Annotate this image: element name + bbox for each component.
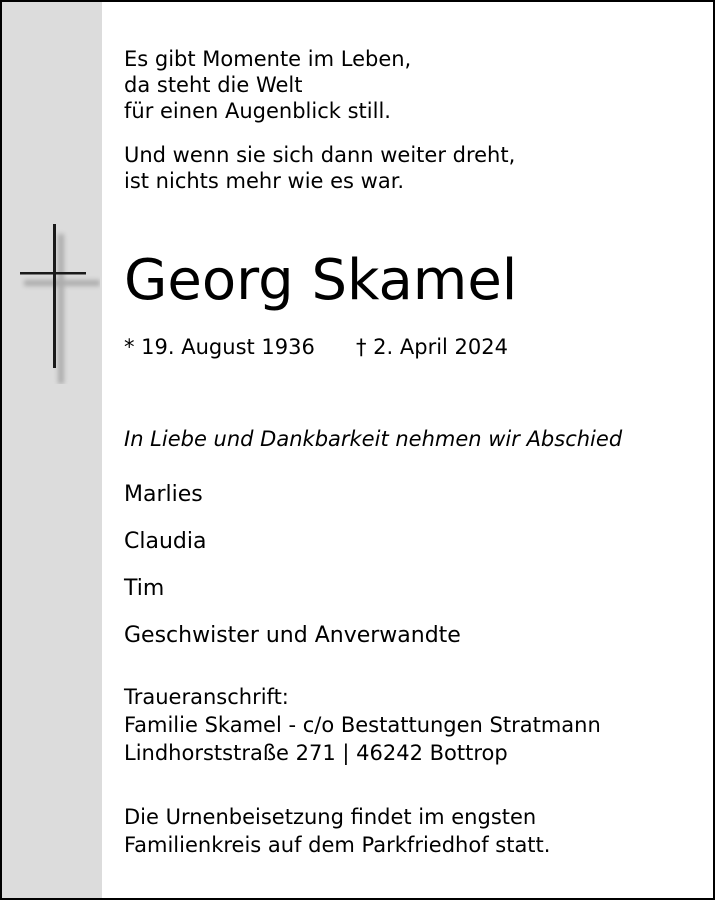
burial-line-2: Familienkreis auf dem Parkfriedhof statt. [124, 833, 551, 857]
deceased-name: Georg Skamel [124, 248, 518, 313]
address-label: Traueranschrift: [124, 685, 289, 709]
side-band [2, 2, 102, 898]
poem-line-1: Es gibt Momente im Leben, [124, 47, 412, 71]
poem-line-4: Und wenn sie sich dann weiter dreht, [124, 143, 516, 167]
address-line-2: Lindhorststraße 271 | 46242 Bottrop [124, 741, 508, 765]
mourner-name: Geschwister und Anverwandte [124, 623, 461, 648]
cross-icon [20, 224, 100, 384]
death-date: † 2. April 2024 [356, 335, 509, 359]
poem-line-5: ist nichts mehr wie es war. [124, 169, 405, 193]
birth-date: * 19. August 1936 [124, 335, 315, 359]
mourner-name: Marlies [124, 482, 203, 507]
mourner-name: Tim [124, 576, 165, 601]
burial-line-1: Die Urnenbeisetzung findet im engsten [124, 805, 537, 829]
farewell-line: In Liebe und Dankbarkeit nehmen wir Abschied [124, 427, 623, 451]
mourner-name: Claudia [124, 529, 207, 554]
poem-line-2: da steht die Welt [124, 73, 303, 97]
address-line-1: Familie Skamel - c/o Bestattungen Stratmann [124, 713, 601, 737]
poem-line-3: für einen Augenblick still. [124, 99, 391, 123]
